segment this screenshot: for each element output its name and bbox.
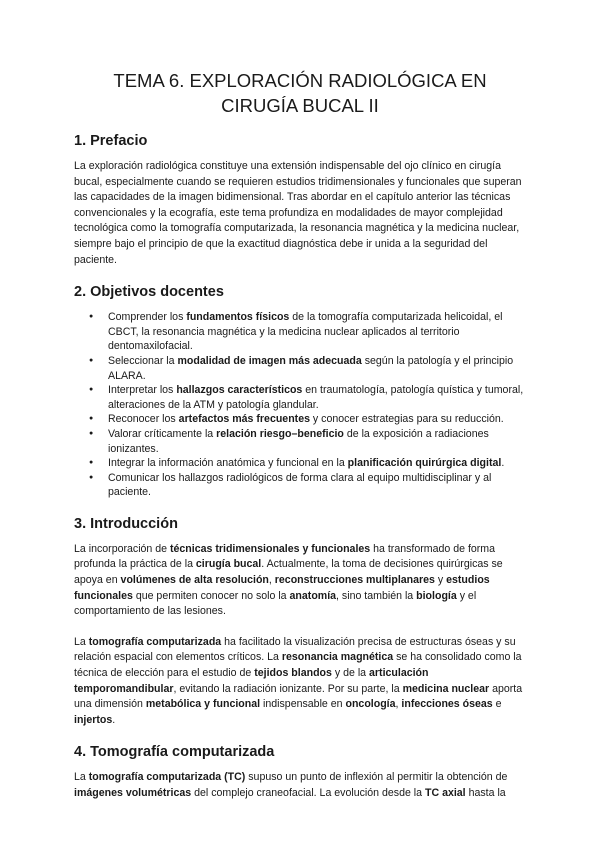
paragraph: [74, 770, 526, 801]
bold-text: técnicas tridimensionales y funcionales: [170, 542, 371, 555]
text-run: . Actualmente, la toma de decisiones quirúrgicas se apoya en: [74, 558, 503, 587]
bold-text: injertos: [74, 713, 113, 726]
bold-text: medicina nuclear: [402, 682, 490, 695]
text-run: .: [112, 713, 116, 726]
text-run: y el comportamiento de las lesiones.: [74, 589, 477, 618]
text-run: y conocer estrategias para su reducción.: [309, 413, 504, 426]
text-run: de la exposición a radiaciones ionizantes.: [108, 427, 489, 455]
text-run: se ha consolidado como la técnica de elección para el estudio de: [74, 651, 522, 680]
bold-text: relación riesgo–beneficio: [216, 427, 344, 440]
text-run: ,: [268, 574, 275, 587]
text-run: Seleccionar la: [108, 354, 178, 367]
document-body: [74, 132, 526, 802]
section-4: [74, 743, 526, 801]
list-item: [108, 412, 526, 427]
bold-text: artefactos más frecuentes: [178, 413, 310, 426]
text-run: Reconocer los: [108, 413, 179, 426]
bold-text: tomografía computarizada: [88, 635, 222, 648]
bold-text: estudios funcionales: [74, 574, 490, 602]
text-run: La incorporación de: [74, 542, 170, 555]
bold-text: volúmenes de alta resolución: [120, 574, 269, 587]
text-run: de la tomografía computarizada helicoidal, el CBCT, la resonancia magnética y la medicina nuclear aplicados al territorio dentomaxilofacial.: [108, 311, 503, 353]
bold-text: tomografía computarizada (TC): [88, 771, 246, 784]
text-run: ,: [395, 698, 402, 711]
list-item: [108, 427, 526, 456]
text-run: , sino también la: [336, 589, 417, 602]
text-run: Comprender los: [108, 311, 187, 324]
bold-text: tejidos blandos: [254, 667, 332, 680]
text-run: ha transformado de forma profunda la práctica de la: [74, 542, 496, 571]
bold-text: imágenes volumétricas: [74, 787, 192, 799]
objectives-list: [74, 310, 526, 500]
bold-text: oncología: [345, 698, 396, 711]
bold-text: hallazgos característicos: [176, 384, 303, 397]
text-run: indispensable en: [260, 698, 346, 711]
bold-text: infecciones óseas: [401, 698, 493, 711]
bold-text: articulación temporomandibular: [74, 667, 429, 695]
text-run: La: [74, 635, 89, 648]
text-run: .: [501, 457, 505, 470]
text-run: La exploración radiológica constituye una extensión indispensable del ojo clínico en cirugía bucal, especialmente cuando se requieren estudios tridimensionales y funcionales que superan las capacidades de la imagen bidimensional. Tras abordar en el capítulo anterior las técnicas convencionales y la ecografía, este tema profundiza en modalidades de mayor complejidad tecnológica como la tomografía computarizada, la resonancia magnética y la medicina nuclear, siempre bajo el principio de que la exactitud diagnóstica debe ir unida a la seguridad del paciente.: [74, 160, 522, 266]
bold-text: reconstrucciones multiplanares: [274, 574, 435, 587]
text-run: hasta la: [465, 787, 506, 799]
list-item: [108, 456, 526, 471]
text-run: y: [434, 574, 447, 587]
text-run: y de la: [331, 667, 370, 680]
list-item: [108, 471, 526, 500]
paragraph: [74, 159, 526, 268]
text-run: Interpretar los: [108, 384, 177, 397]
text-run: La: [74, 771, 89, 784]
section-1: [74, 132, 526, 268]
text-run: según la patología y el principio ALARA.: [108, 354, 514, 382]
section-2: [74, 283, 526, 500]
list-item: [108, 310, 526, 354]
list-item: [108, 354, 526, 383]
bold-text: planificación quirúrgica digital: [347, 457, 502, 470]
bold-text: biología: [416, 589, 457, 602]
text-run: que permiten conocer no solo la: [132, 589, 290, 602]
bold-text: TC axial: [425, 787, 466, 799]
text-run: ha facilitado la visualización precisa de estructuras óseas y su relación espacial con elementos críticos. La: [74, 635, 516, 664]
bold-text: fundamentos físicos: [186, 311, 290, 324]
text-run: en traumatología, patología quística y tumoral, alteraciones de la ATM y patología glandular.: [108, 384, 524, 411]
bold-text: modalidad de imagen más adecuada: [177, 354, 362, 367]
list-item: [108, 383, 526, 412]
text-run: del complejo craneofacial. La evolución desde la: [191, 787, 425, 799]
text-run: supuso un punto de inflexión al permitir la obtención de: [245, 771, 508, 784]
section-3: [74, 515, 526, 729]
text-run: aporta una dimensión: [74, 682, 523, 711]
text-run: e: [492, 698, 502, 711]
section-heading: 1. Prefacio: [74, 133, 148, 149]
bold-text: cirugía bucal: [195, 558, 262, 571]
paragraph: [74, 635, 526, 729]
section-heading: 4. Tomografía computarizada: [74, 744, 275, 761]
bold-text: anatomía: [289, 589, 337, 602]
text-run: Integrar la información anatómica y funcional en la: [108, 457, 348, 470]
text-run: , evitando la radiación ionizante. Por su parte, la: [173, 682, 403, 695]
section-heading: 2. Objetivos docentes: [74, 284, 224, 301]
bold-text: metabólica y funcional: [145, 698, 261, 711]
paragraph: [74, 542, 526, 620]
text-run: Valorar críticamente la: [108, 427, 217, 440]
text-run: Comunicar los hallazgos radiológicos de forma clara al equipo multidisciplinar y al paciente.: [108, 471, 492, 499]
bold-text: resonancia magnética: [281, 651, 394, 664]
document-title: TEMA 6. EXPLORACIÓN RADIOLÓGICA EN CIRUGÍA BUCAL II: [113, 70, 487, 116]
section-heading: 3. Introducción: [74, 515, 178, 532]
